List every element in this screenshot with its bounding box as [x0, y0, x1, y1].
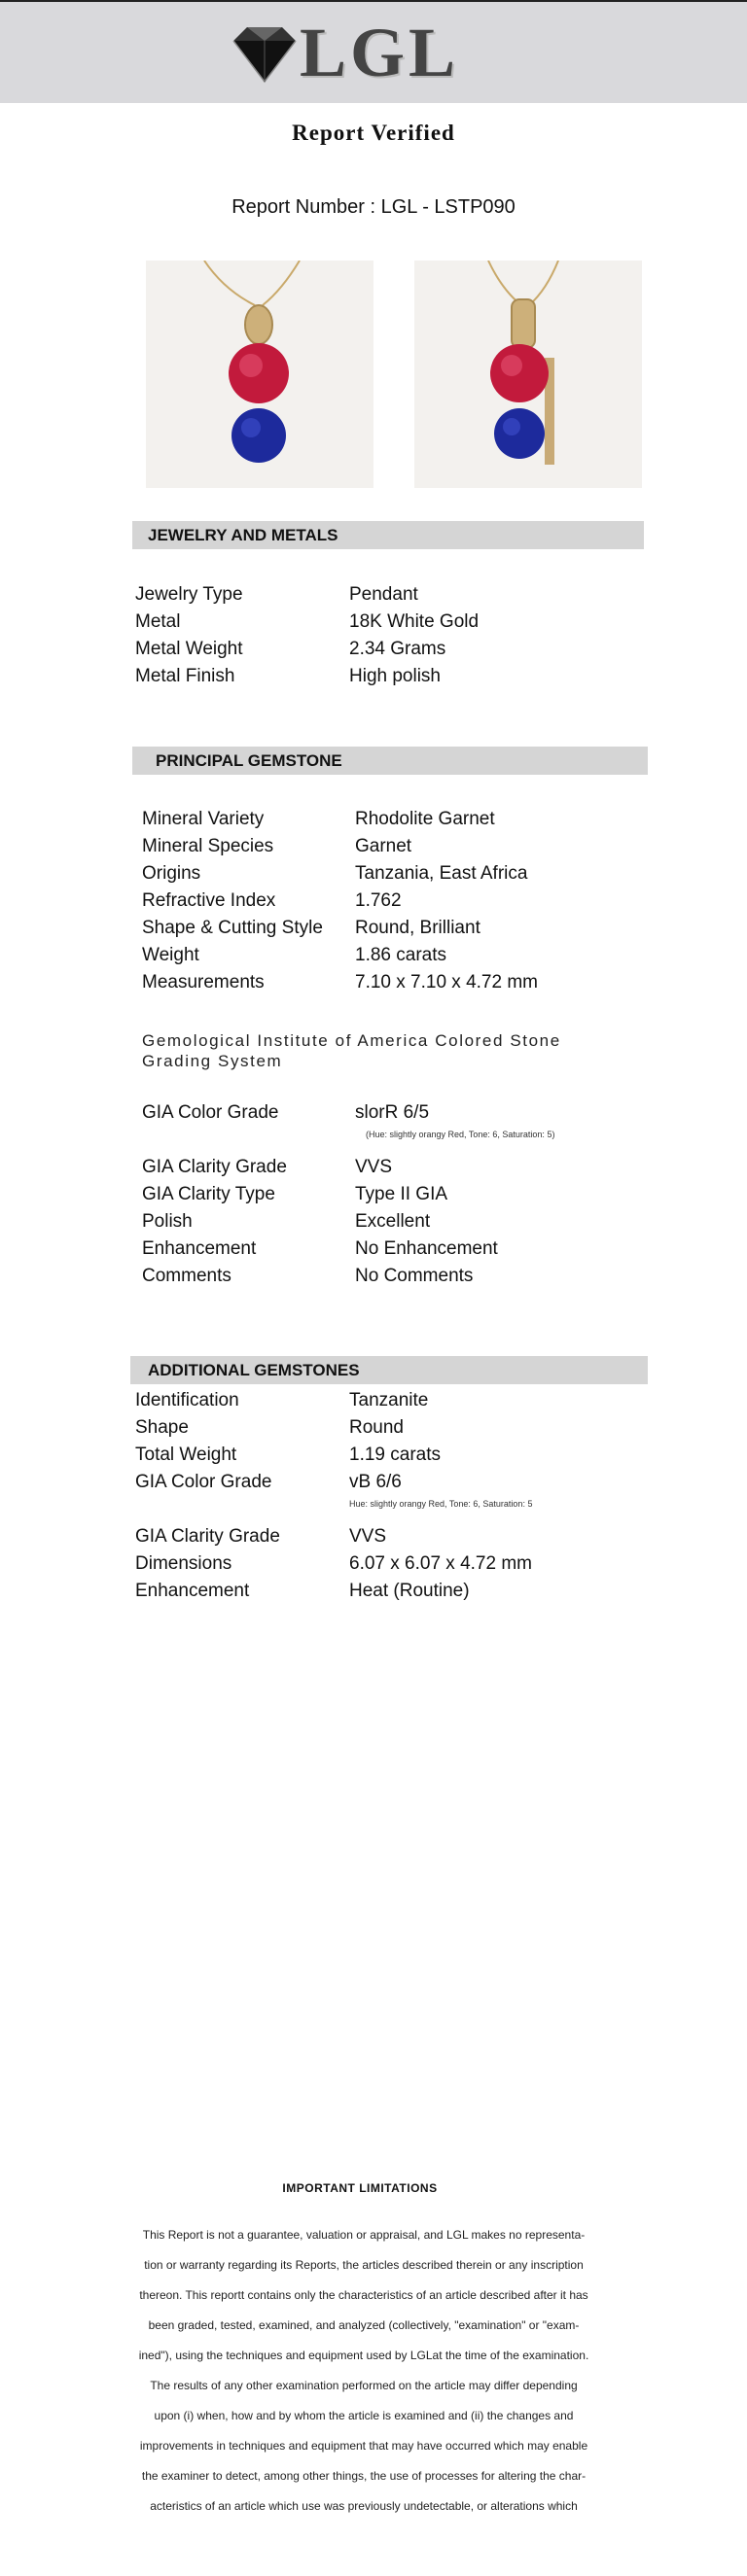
- pendant-photo-side: [414, 261, 642, 488]
- limitations-line: tion or warranty regarding its Reports, the articles described therein or any inscription: [144, 2258, 584, 2272]
- limitations-line: ined"), using the techniques and equipment used by LGLat the time of the examination.: [138, 2349, 589, 2362]
- limitations-title: IMPORTANT LIMITATIONS: [282, 2181, 438, 2195]
- limitations-line: the examiner to detect, among other things, the use of processes for altering the char-: [141, 2469, 587, 2483]
- limitations-text: [101, 2220, 626, 2522]
- gia-grading-system-title: Gemological Institute of America Colored Stone Grading System: [142, 1031, 561, 1070]
- limitations-line: thereon. This reportt contains only the characteristics of an article described after it has: [139, 2288, 588, 2302]
- additional-color-note: Hue: slightly orangy Red, Tone: 6, Saturation: 5: [349, 1499, 533, 1509]
- principal-section-header: PRINCIPAL GEMSTONE: [132, 747, 648, 775]
- header-bar: [0, 0, 747, 103]
- limitations-line: been graded, tested, examined, and analyzed (collectively, "examination" or "exam-: [148, 2318, 580, 2332]
- lgl-logo: [230, 12, 482, 93]
- logo-text: LGL: [300, 14, 460, 91]
- limitations-line: improvements in techniques and equipment that may have occurred which may enable: [139, 2439, 588, 2453]
- jewelry-section-header: JEWELRY AND METALS: [132, 521, 644, 549]
- principal-color-note: (Hue: slightly orangy Red, Tone: 6, Saturation: 5): [366, 1130, 555, 1139]
- limitations-line: The results of any other examination performed on the article may differ depending: [150, 2379, 578, 2392]
- diamond-icon: [230, 21, 300, 87]
- limitations-line: This Report is not a guarantee, valuation or appraisal, and LGL makes no representa-: [142, 2228, 586, 2242]
- report-title: Report Verified: [292, 121, 455, 145]
- report-number: Report Number : LGL - LSTP090: [231, 196, 516, 218]
- pendant-photo-front: [146, 261, 374, 488]
- additional-section-header: ADDITIONAL GEMSTONES: [130, 1356, 648, 1384]
- limitations-line: acteristics of an article which use was previously undetectable, or alterations which: [150, 2499, 578, 2513]
- limitations-line: upon (i) when, how and by whom the article is examined and (ii) the changes and: [154, 2409, 574, 2422]
